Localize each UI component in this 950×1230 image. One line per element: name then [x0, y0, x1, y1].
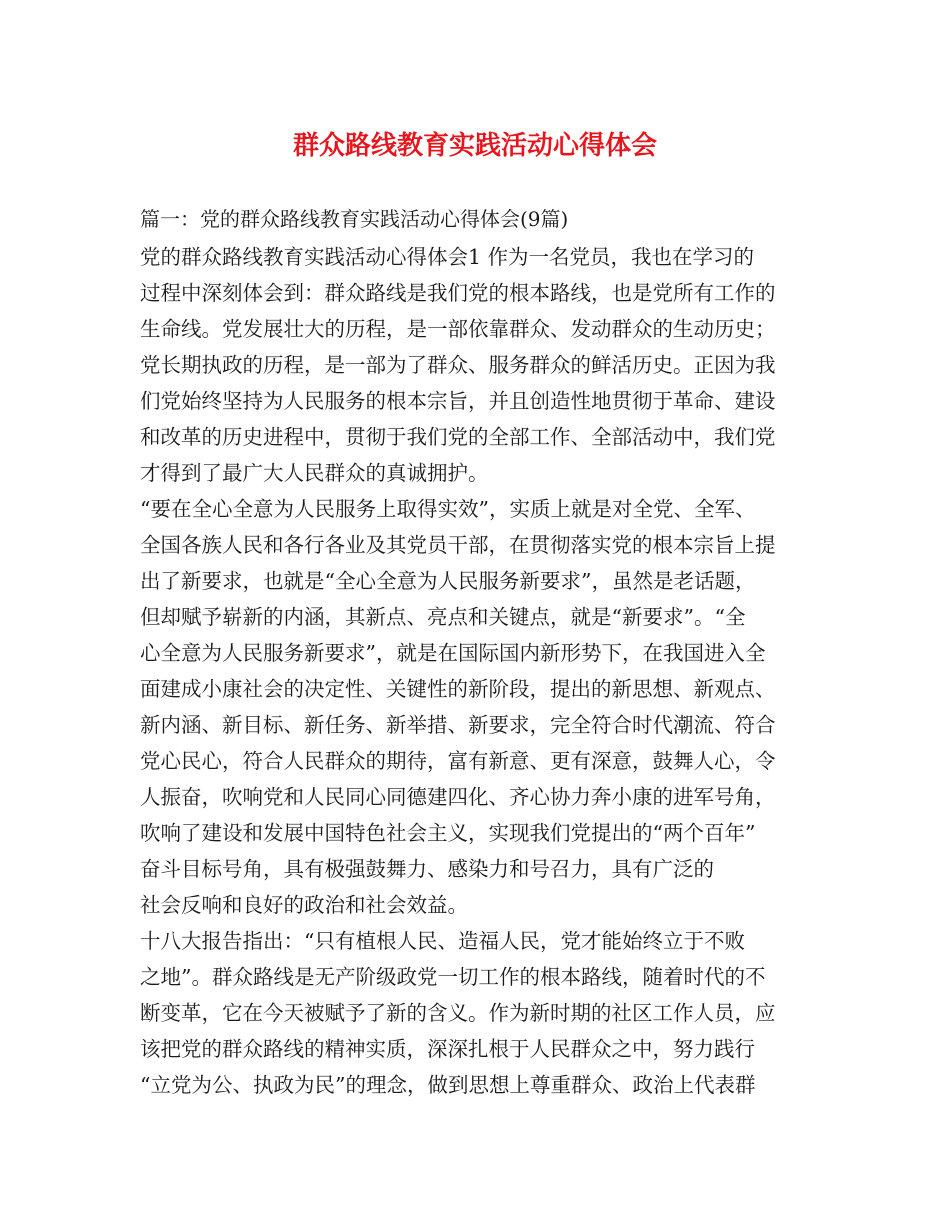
body-line: 们党始终坚持为人民服务的根本宗旨，并且创造性地贯彻于革命、建设 — [140, 389, 776, 413]
body-line: 生命线。党发展壮大的历程，是一部依靠群众、发动群众的生动历史； — [140, 317, 776, 341]
body-line: 面建成小康社会的决定性、关键性的新阶段，提出的新思想、新观点、 — [140, 677, 776, 701]
body-line: 断变革，它在今天被赋予了新的含义。作为新时期的社区工作人员，应 — [140, 1001, 776, 1025]
body-line: 党的群众路线教育实践活动心得体会1 作为一名党员，我也在学习的 — [140, 245, 755, 269]
body-line: 心全意为人民服务新要求”，就是在国际国内新形势下，在我国进入全 — [140, 641, 766, 665]
body-line: 该把党的群众路线的精神实质，深深扎根于人民群众之中，努力践行 — [140, 1037, 755, 1061]
body-line: 但却赋予崭新的内涵，其新点、亮点和关键点，就是“新要求”。“全 — [140, 605, 746, 629]
body-line: 出了新要求，也就是“全心全意为人民服务新要求”，虽然是老话题， — [140, 569, 756, 593]
body-line: 奋斗目标号角，具有极强鼓舞力、感染力和号召力，具有广泛的 — [140, 857, 714, 881]
body-line: 全国各族人民和各行各业及其党员干部，在贯彻落实党的根本宗旨上提 — [140, 533, 776, 557]
body-line: 人振奋，吹响党和人民同心同德建四化、齐心协力奔小康的进军号角， — [140, 785, 776, 809]
body-line: 之地”。群众路线是无产阶级政党一切工作的根本路线，随着时代的不 — [140, 965, 766, 989]
body-line: 才得到了最广大人民群众的真诚拥护。 — [140, 461, 489, 485]
body-line: 新内涵、新目标、新任务、新举措、新要求，完全符合时代潮流、符合 — [140, 713, 776, 737]
body-line: 吹响了建设和发展中国特色社会主义，实现我们党提出的“两个百年” — [140, 821, 756, 845]
body-line: 党心民心，符合人民群众的期待，富有新意、更有深意，鼓舞人心，令 — [140, 749, 776, 773]
body-line: 十八大报告指出：“只有植根人民、造福人民，党才能始终立于不败 — [140, 929, 745, 953]
body-line: 过程中深刻体会到：群众路线是我们党的根本路线，也是党所有工作的 — [140, 281, 776, 305]
body-line: “要在全心全意为人民服务上取得实效”，实质上就是对全党、全军、 — [140, 497, 756, 521]
body-line: 和改革的历史进程中，贯彻于我们党的全部工作、全部活动中，我们党 — [140, 425, 776, 449]
document-body — [140, 203, 840, 1103]
document-title: 群众路线教育实践活动心得体会 — [292, 131, 657, 161]
body-line: “立党为公、执政为民”的理念，做到思想上尊重群众、政治上代表群 — [140, 1073, 756, 1097]
body-line: 社会反响和良好的政治和社会效益。 — [140, 893, 468, 917]
body-line: 党长期执政的历程，是一部为了群众、服务群众的鲜活历史。正因为我 — [140, 353, 776, 377]
section-heading: 篇一：党的群众路线教育实践活动心得体会(9篇) — [140, 207, 569, 231]
